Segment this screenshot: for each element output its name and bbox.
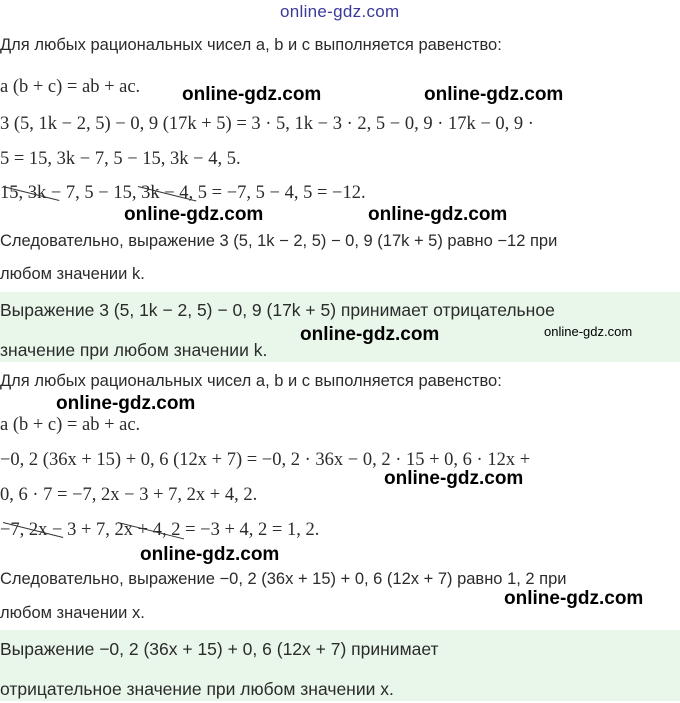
part2-conclusion-line1: Следовательно, выражение −0, 2 (36x + 15) + 0, 6 (12x + 7) равно 1, 2 при: [0, 570, 567, 588]
part1-answer-line1: Выражение 3 (5, 1k − 2, 5) − 0, 9 (17k + 5) принимает отрицательное: [0, 300, 555, 320]
part2-calc-line2: 0, 6 · 7 = −7, 2x − 3 + 7, 2x + 4, 2.: [0, 485, 258, 505]
part1-calc-line1: 3 (5, 1k − 2, 5) − 0, 9 (17k + 5) = 3 · 5, 1k − 3 · 2, 5 − 0, 9 · 17k − 0, 9 ·: [0, 114, 534, 134]
part2-intro: Для любых рациональных чисел a, b и c выполняется равенство:: [0, 372, 502, 390]
watermark: online-gdz.com: [544, 324, 633, 339]
part1-calc-line2: 5 = 15, 3k − 7, 5 − 15, 3k − 4, 5.: [0, 149, 241, 169]
part1-answer-line2: значение при любом значении k.: [0, 340, 268, 360]
part1-conclusion-line2: любом значении k.: [0, 265, 145, 283]
part1-intro: Для любых рациональных чисел a, b и c выполняется равенство:: [0, 36, 502, 54]
header-watermark: online-gdz.com: [280, 2, 400, 21]
part2-calc-line1: −0, 2 (36x + 15) + 0, 6 (12x + 7) = −0, 2 · 36x − 0, 2 · 15 + 0, 6 · 12x +: [0, 450, 531, 470]
part2-simplify: −7, 2x − 3 + 7, 2x + 4, 2 = −3 + 4, 2 = 1, 2.: [0, 520, 320, 540]
watermark: online-gdz.com: [300, 324, 440, 345]
watermark: online-gdz.com: [368, 204, 508, 225]
part2-answer-line1: Выражение −0, 2 (36x + 15) + 0, 6 (12x + 7) принимает: [0, 639, 439, 659]
part2-conclusion-line2: любом значении x.: [0, 604, 145, 622]
part1-identity: a (b + c) = ab + ac.: [0, 77, 141, 97]
watermark: online-gdz.com: [424, 84, 564, 105]
watermark: online-gdz.com: [140, 544, 280, 565]
watermark: online-gdz.com: [124, 204, 264, 225]
watermark: online-gdz.com: [504, 588, 644, 609]
part2-answer-line2: отрицательное значение при любом значении x.: [0, 679, 394, 699]
watermark: online-gdz.com: [182, 84, 322, 105]
part1-conclusion-line1: Следовательно, выражение 3 (5, 1k − 2, 5) − 0, 9 (17k + 5) равно −12 при: [0, 232, 558, 250]
part2-identity: a (b + c) = ab + ac.: [0, 415, 141, 435]
watermark: online-gdz.com: [56, 393, 196, 414]
watermark: online-gdz.com: [384, 468, 524, 489]
part1-simplify: 15, 3k − 7, 5 − 15, 3k − 4, 5 = −7, 5 − 4, 5 = −12.: [0, 183, 366, 203]
